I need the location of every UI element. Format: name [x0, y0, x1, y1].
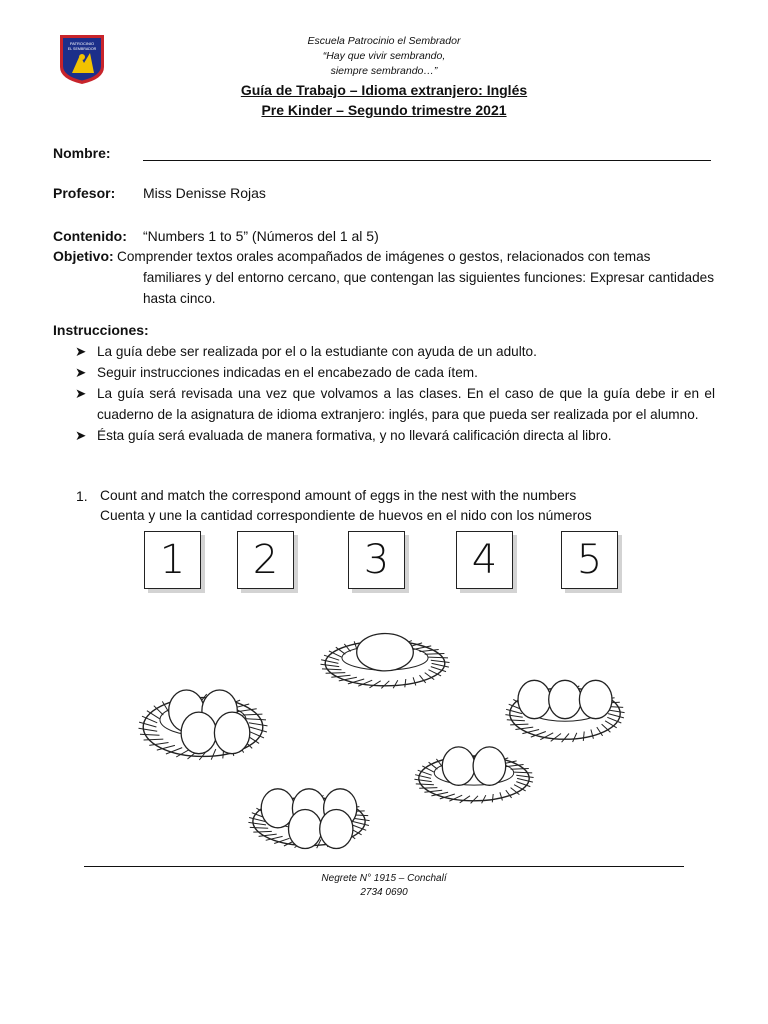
- nombre-label: Nombre:: [53, 145, 111, 161]
- arrow-bullet-icon: ➤: [75, 344, 87, 359]
- arrow-bullet-icon: ➤: [75, 386, 87, 401]
- exercise-instruction-en: Count and match the correspond amount of eggs in the nest with the numbers: [100, 488, 577, 503]
- arrow-bullet-icon: ➤: [75, 428, 87, 443]
- number-card-4[interactable]: 4: [456, 531, 513, 589]
- profesor-value: Miss Denisse Rojas: [143, 185, 266, 201]
- profesor-label: Profesor:: [53, 185, 116, 201]
- egg: [289, 810, 322, 849]
- footer-divider: [84, 866, 684, 867]
- instructions-heading: Instrucciones:: [53, 322, 149, 338]
- logo-text-2: EL SEMBRADOR: [67, 47, 97, 51]
- contenido-value: “Numbers 1 to 5” (Números del 1 al 5): [143, 228, 379, 244]
- egg: [320, 810, 353, 849]
- exercise-instruction-es: Cuenta y une la cantidad correspondiente de huevos en el nido con los números: [100, 508, 592, 523]
- egg: [518, 680, 551, 718]
- egg: [473, 747, 506, 785]
- instruction-item: ➤ La guía será revisada una vez que volvamos a las clases. En el caso de que la guía debe ir en el cuaderno de la asignatura de idioma extranjero: inglés, para que pueda ser realizada por el alumno.: [75, 383, 715, 425]
- nombre-field[interactable]: [143, 146, 711, 161]
- contenido-label: Contenido:: [53, 228, 127, 244]
- arrow-bullet-icon: ➤: [75, 365, 87, 380]
- page-subtitle: Pre Kinder – Segundo trimestre 2021: [261, 102, 507, 118]
- instruction-item: ➤ La guía debe ser realizada por el o la estudiante con ayuda de un adulto.: [75, 341, 715, 362]
- footer-phone: 2734 0690: [360, 887, 408, 898]
- logo-text-1: PATROCINIO: [69, 41, 95, 46]
- nest-5-eggs[interactable]: [248, 775, 370, 850]
- egg: [357, 634, 414, 671]
- objetivo-rest: familiares y del entorno cercano, que contengan las siguientes funciones: Expresar cantidades hasta cinco.: [143, 270, 714, 306]
- objetivo-label: Objetivo:: [53, 248, 114, 264]
- motto-line-2: siempre sembrando…”: [330, 65, 438, 77]
- exercise-number: 1.: [76, 488, 88, 504]
- egg: [181, 712, 216, 754]
- school-name: Escuela Patrocinio el Sembrador: [307, 35, 461, 47]
- instruction-item: ➤ Ésta guía será evaluada de manera formativa, y no llevará calificación directa al libro.: [75, 425, 715, 446]
- egg: [549, 680, 582, 718]
- nest-4-eggs[interactable]: [138, 670, 268, 762]
- egg: [579, 680, 612, 718]
- number-card-1[interactable]: 1: [144, 531, 201, 589]
- number-card-3[interactable]: 3: [348, 531, 405, 589]
- egg: [442, 747, 475, 785]
- number-card-2[interactable]: 2: [237, 531, 294, 589]
- nest-2-eggs[interactable]: [414, 735, 534, 805]
- objetivo-line-1: Comprender textos orales acompañados de imágenes o gestos, relacionados con temas: [117, 249, 651, 264]
- number-card-5[interactable]: 5: [561, 531, 618, 589]
- instruction-item: ➤ Seguir instrucciones indicadas en el encabezado de cada ítem.: [75, 362, 715, 383]
- nest-1-eggs[interactable]: [320, 620, 450, 690]
- footer-address: Negrete N° 1915 – Conchalí: [321, 873, 447, 884]
- page-title: Guía de Trabajo – Idioma extranjero: Inglés: [240, 82, 528, 98]
- instructions-list: [75, 341, 715, 446]
- nest-3-eggs[interactable]: [505, 664, 625, 744]
- motto-line-1: “Hay que vivir sembrando,: [322, 50, 446, 62]
- egg: [214, 712, 249, 754]
